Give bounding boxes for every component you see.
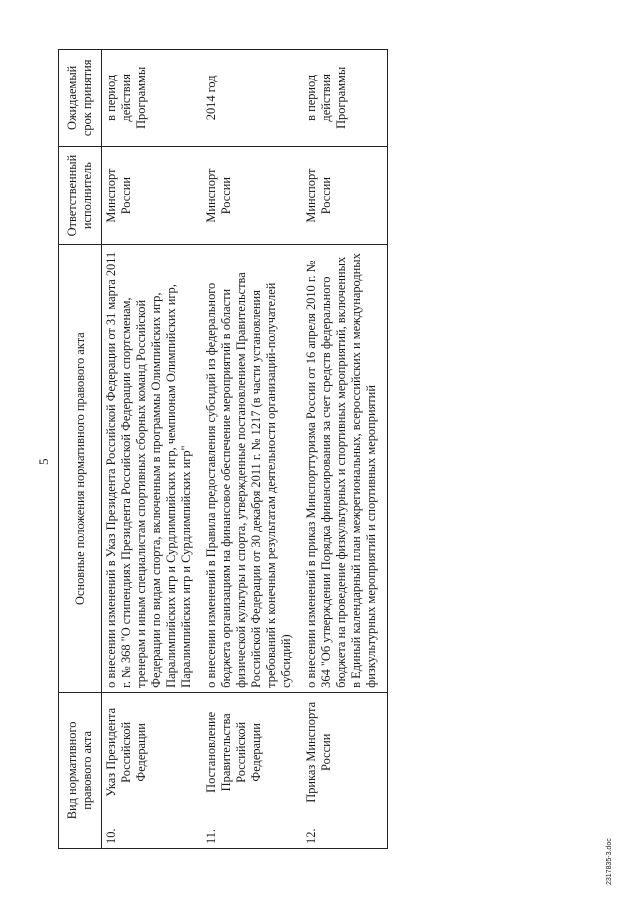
row-number: 11. xyxy=(202,812,302,849)
header-type: Вид нормативного правового акта xyxy=(59,692,102,848)
row-number: 10. xyxy=(102,812,203,849)
header-term: Ожидаемый срок принятия xyxy=(59,50,102,147)
table-row xyxy=(202,50,302,849)
table-row xyxy=(302,50,388,849)
row-type: Постановление Правительства Российской Федерации xyxy=(202,692,302,812)
header-executor: Ответственный исполнитель xyxy=(59,146,102,245)
row-term: 2014 год xyxy=(202,50,302,147)
header-main: Основные положения нормативного правового акта xyxy=(59,245,102,692)
row-main: о внесении изменений в Правила предоставления субсидий из федерального бюджета организациям на финансовое обеспечение мероприятий в области физической культуры и спорта, утвержденные постановлением Правительства Российской Федерации от 30 декабря 2011 г. № 1217 (в части установления требований к конечным результатам деятельности организаций-получателей субсидий) xyxy=(202,245,302,692)
table-header-row xyxy=(59,50,102,849)
row-main: о внесении изменений в Указ Президента Российской Федерации от 31 марта 2011 г. № 368 "О стипендиях Президента Российской Федерации спортсменам, тренерам и иным специалистам спортивных сборных команд Российской Федерации по видам спорта, включенным в программы Олимпийских игр, Паралимпийских игр и Сурдлимпийских игр, чемпионам Олимпийских игр, Паралимпийских игр и Сурдлимпийских игр" xyxy=(102,245,203,692)
table-row xyxy=(102,50,203,849)
row-executor: Минспорт России xyxy=(302,146,388,245)
footer-doc-code: 2317835-3.doc xyxy=(606,838,613,885)
row-number: 12. xyxy=(302,812,388,849)
row-main: о внесении изменений в приказ Минспорттуризма России от 16 апреля 2010 г. № 364 "Об утверждении Порядка финансирования за счет средств федерального бюджета на проведение физкультурных и спортивных мероприятий, включенных в Единый календарный план межрегиональных, всероссийских и международных физкультурных мероприятий и спортивных мероприятий xyxy=(302,245,388,692)
row-executor: Минспорт России xyxy=(202,146,302,245)
row-executor: Минспорт России xyxy=(102,146,203,245)
row-term: в период действия Программы xyxy=(302,50,388,147)
page-number: 5 xyxy=(36,458,51,465)
row-type: Приказ Минспорта России xyxy=(302,692,388,812)
row-term: в период действия Программы xyxy=(102,50,203,147)
row-type: Указ Президента Российской Федерации xyxy=(102,692,203,812)
legal-acts-table xyxy=(58,49,388,849)
